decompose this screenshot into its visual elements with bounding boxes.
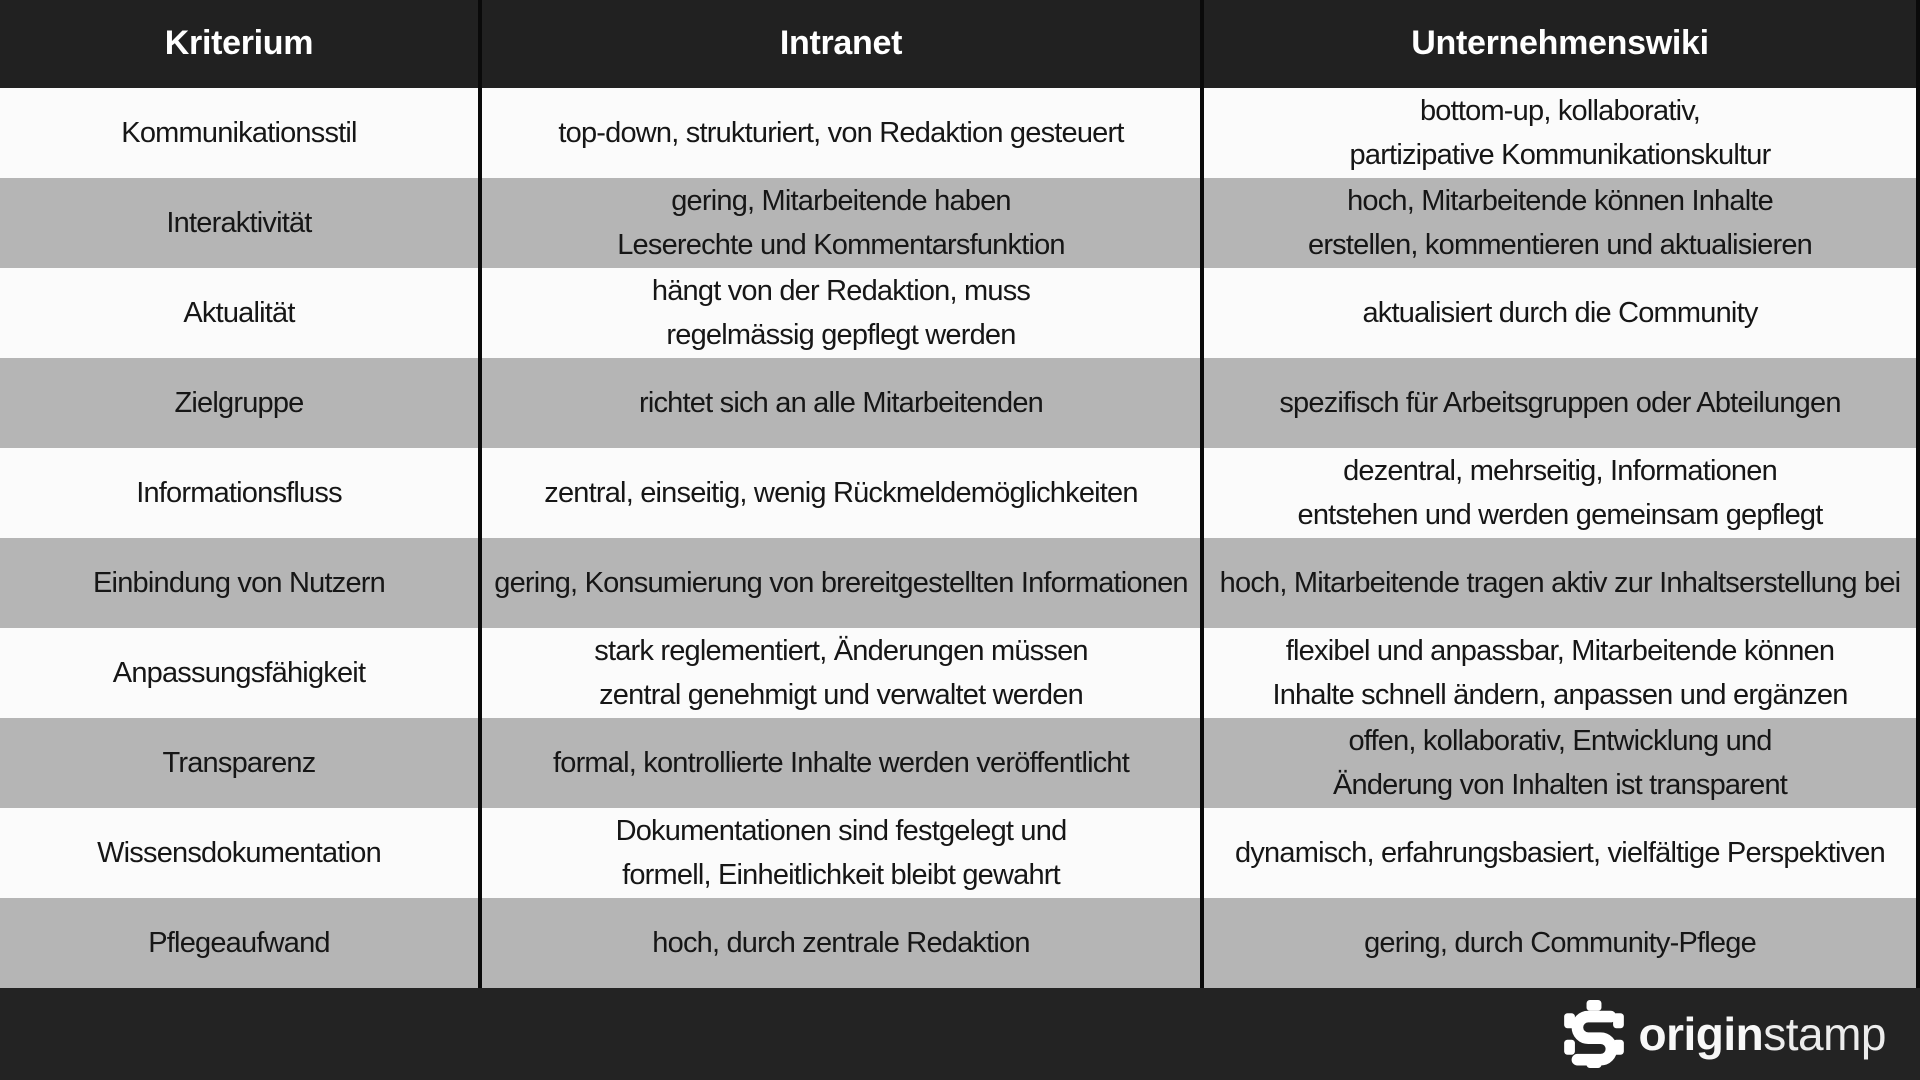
intranet-cell: richtet sich an alle Mitarbeitenden xyxy=(482,358,1200,448)
intranet-cell: gering, Mitarbeitende haben Leserechte und Kommentarsfunktion xyxy=(482,178,1200,268)
originstamp-logo xyxy=(1564,1000,1886,1068)
intranet-cell: top-down, strukturiert, von Redaktion gesteuert xyxy=(482,88,1200,178)
criterion-cell: Aktualität xyxy=(0,268,478,358)
column-header-kriterium: Kriterium xyxy=(0,0,478,88)
brand-name-light: stamp xyxy=(1763,1008,1886,1060)
unternehmenswiki-cell: spezifisch für Arbeitsgruppen oder Abteilungen xyxy=(1204,358,1916,448)
criterion-cell: Pflegeaufwand xyxy=(0,898,478,988)
unternehmenswiki-cell: hoch, Mitarbeitende tragen aktiv zur Inhaltserstellung bei xyxy=(1204,538,1916,628)
intranet-cell: gering, Konsumierung von brereitgestellten Informationen xyxy=(482,538,1200,628)
brand-name xyxy=(1638,1007,1886,1061)
column-header-intranet: Intranet xyxy=(482,0,1200,88)
criterion-cell: Einbindung von Nutzern xyxy=(0,538,478,628)
unternehmenswiki-cell: hoch, Mitarbeitende können Inhalte erstellen, kommentieren und aktualisieren xyxy=(1204,178,1916,268)
criterion-cell: Wissensdokumentation xyxy=(0,808,478,898)
criterion-cell: Informationsfluss xyxy=(0,448,478,538)
unternehmenswiki-cell: gering, durch Community-Pflege xyxy=(1204,898,1916,988)
criterion-cell: Anpassungsfähigkeit xyxy=(0,628,478,718)
unternehmenswiki-cell: dynamisch, erfahrungsbasiert, vielfältige Perspektiven xyxy=(1204,808,1916,898)
intranet-cell: hoch, durch zentrale Redaktion xyxy=(482,898,1200,988)
unternehmenswiki-cell: flexibel und anpassbar, Mitarbeitende können Inhalte schnell ändern, anpassen und ergänzen xyxy=(1204,628,1916,718)
brand-name-bold: origin xyxy=(1638,1008,1764,1060)
intranet-cell: hängt von der Redaktion, muss regelmässig gepflegt werden xyxy=(482,268,1200,358)
intranet-cell: stark reglementiert, Änderungen müssen zentral genehmigt und verwaltet werden xyxy=(482,628,1200,718)
criterion-cell: Transparenz xyxy=(0,718,478,808)
unternehmenswiki-cell: offen, kollaborativ, Entwicklung und Änderung von Inhalten ist transparent xyxy=(1204,718,1916,808)
intranet-cell: formal, kontrollierte Inhalte werden veröffentlicht xyxy=(482,718,1200,808)
column-header-unternehmenswiki: Unternehmenswiki xyxy=(1204,0,1916,88)
unternehmenswiki-cell: bottom-up, kollaborativ, partizipative Kommunikationskultur xyxy=(1204,88,1916,178)
footer-bar xyxy=(0,988,1920,1080)
criterion-cell: Interaktivität xyxy=(0,178,478,268)
intranet-cell: Dokumentationen sind festgelegt und formell, Einheitlichkeit bleibt gewahrt xyxy=(482,808,1200,898)
criterion-cell: Zielgruppe xyxy=(0,358,478,448)
criterion-cell: Kommunikationsstil xyxy=(0,88,478,178)
unternehmenswiki-cell: aktualisiert durch die Community xyxy=(1204,268,1916,358)
unternehmenswiki-cell: dezentral, mehrseitig, Informationen entstehen und werden gemeinsam gepflegt xyxy=(1204,448,1916,538)
originstamp-s-icon xyxy=(1564,1000,1624,1068)
intranet-cell: zentral, einseitig, wenig Rückmeldemöglichkeiten xyxy=(482,448,1200,538)
